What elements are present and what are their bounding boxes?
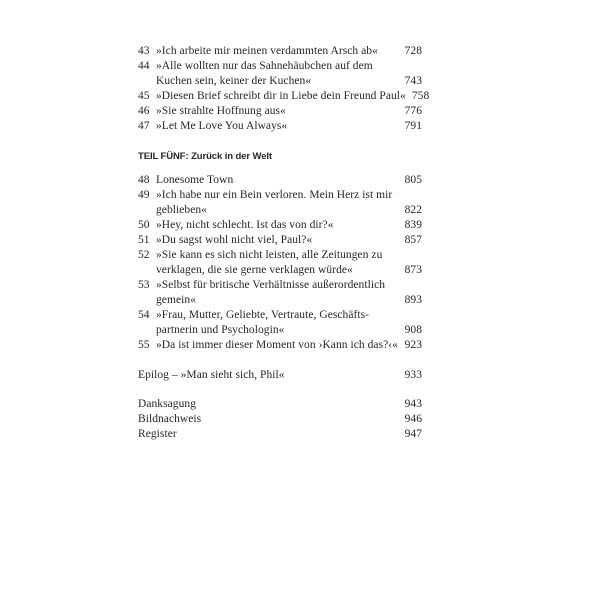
page-number: 839 <box>404 219 422 231</box>
chapter-number: 47 <box>138 120 150 132</box>
page-number: 946 <box>404 413 422 425</box>
chapter-number: 45 <box>138 90 150 102</box>
chapter-number: 44 <box>138 60 150 72</box>
toc-entry-epilog <box>138 368 422 383</box>
chapter-title: »Sie strahlte Hoffnung aus« <box>156 105 286 117</box>
chapter-title-line-1: »Ich habe nur ein Bein verloren. Mein Herz ist mir <box>156 189 393 201</box>
page-number: 728 <box>404 45 422 57</box>
toc-entry-54 <box>138 308 422 338</box>
page-number: 822 <box>404 204 422 216</box>
chapter-title-line-1: »Frau, Mutter, Geliebte, Vertraute, Geschäfts- <box>156 309 370 321</box>
page-number: 758 <box>411 90 430 102</box>
chapter-title: »Let Me Love You Always« <box>156 120 288 132</box>
chapter-title-line-1: »Selbst für britische Verhältnisse außerordentlich <box>156 279 386 291</box>
toc-entry-bildnachweis <box>138 412 422 427</box>
chapter-number: 48 <box>138 174 150 186</box>
toc-entry-51 <box>138 233 422 248</box>
chapter-number: 54 <box>138 309 150 321</box>
chapter-number: 53 <box>138 279 150 291</box>
part-heading: TEIL FÜNF: Zurück in der Welt <box>138 151 272 162</box>
chapter-number: 49 <box>138 189 150 201</box>
toc-entry-49 <box>138 188 422 218</box>
table-of-contents <box>138 44 430 442</box>
toc-entry-52 <box>138 248 422 278</box>
page-number: 776 <box>404 105 422 117</box>
chapter-title: »Diesen Brief schreibt dir in Liebe dein Freund Paul« <box>156 90 406 102</box>
chapter-title: »Hey, nicht schlecht. Ist das von dir?« <box>156 219 334 231</box>
part-four-chapters <box>138 44 430 134</box>
toc-entry-register <box>138 427 422 442</box>
toc-entry-46 <box>138 104 422 119</box>
chapter-title: »Du sagst wohl nicht viel, Paul?« <box>156 234 313 246</box>
chapter-title: »Ich arbeite mir meinen verdammten Arsch ab« <box>156 45 378 57</box>
page-number: 791 <box>404 120 422 132</box>
chapter-title-line-2: Kuchen sein, keiner der Kuchen« <box>156 75 312 87</box>
page-number: 805 <box>404 174 422 186</box>
chapter-title-line-2: verklagen, die sie gerne verklagen würde« <box>156 264 353 276</box>
page-number: 933 <box>404 369 422 381</box>
toc-entry-50 <box>138 218 422 233</box>
back-matter-title: Bildnachweis <box>138 413 202 425</box>
toc-entry-55 <box>138 338 422 353</box>
chapter-number: 51 <box>138 234 150 246</box>
page-number: 873 <box>404 264 422 276</box>
page-number: 908 <box>404 324 422 336</box>
chapter-number: 43 <box>138 45 150 57</box>
page-number: 893 <box>404 294 422 306</box>
toc-entry-43 <box>138 44 422 59</box>
toc-entry-47 <box>138 119 422 134</box>
toc-entry-53 <box>138 278 422 308</box>
chapter-title-line-2: geblieben« <box>156 204 207 216</box>
toc-entry-48 <box>138 173 422 188</box>
page-number: 857 <box>404 234 422 246</box>
chapter-title-line-1: »Sie kann es sich nicht leisten, alle Zeitungen zu <box>156 249 383 261</box>
back-matter-title: Register <box>138 428 177 440</box>
chapter-number: 52 <box>138 249 150 261</box>
page-number: 923 <box>404 339 422 351</box>
part-five-chapters <box>138 173 422 353</box>
toc-entry-45 <box>138 89 430 104</box>
toc-entry-44 <box>138 59 422 89</box>
page-number: 947 <box>404 428 422 440</box>
chapter-number: 46 <box>138 105 150 117</box>
epilog-title: Epilog – »Man sieht sich, Phil« <box>138 369 285 381</box>
chapter-number: 55 <box>138 339 150 351</box>
chapter-title-line-2: partnerin und Psychologin« <box>156 324 285 336</box>
back-matter-title: Danksagung <box>138 398 196 410</box>
chapter-title-line-2: gemein« <box>156 294 196 306</box>
chapter-title: »Da ist immer dieser Moment von ›Kann ich das?‹« <box>156 339 398 351</box>
back-matter <box>138 397 422 442</box>
chapter-title: Lonesome Town <box>156 174 234 186</box>
chapter-title-line-1: »Alle wollten nur das Sahnehäubchen auf dem <box>156 60 373 72</box>
chapter-number: 50 <box>138 219 150 231</box>
toc-entry-danksagung <box>138 397 422 412</box>
page-number: 743 <box>404 75 422 87</box>
page-number: 943 <box>404 398 422 410</box>
